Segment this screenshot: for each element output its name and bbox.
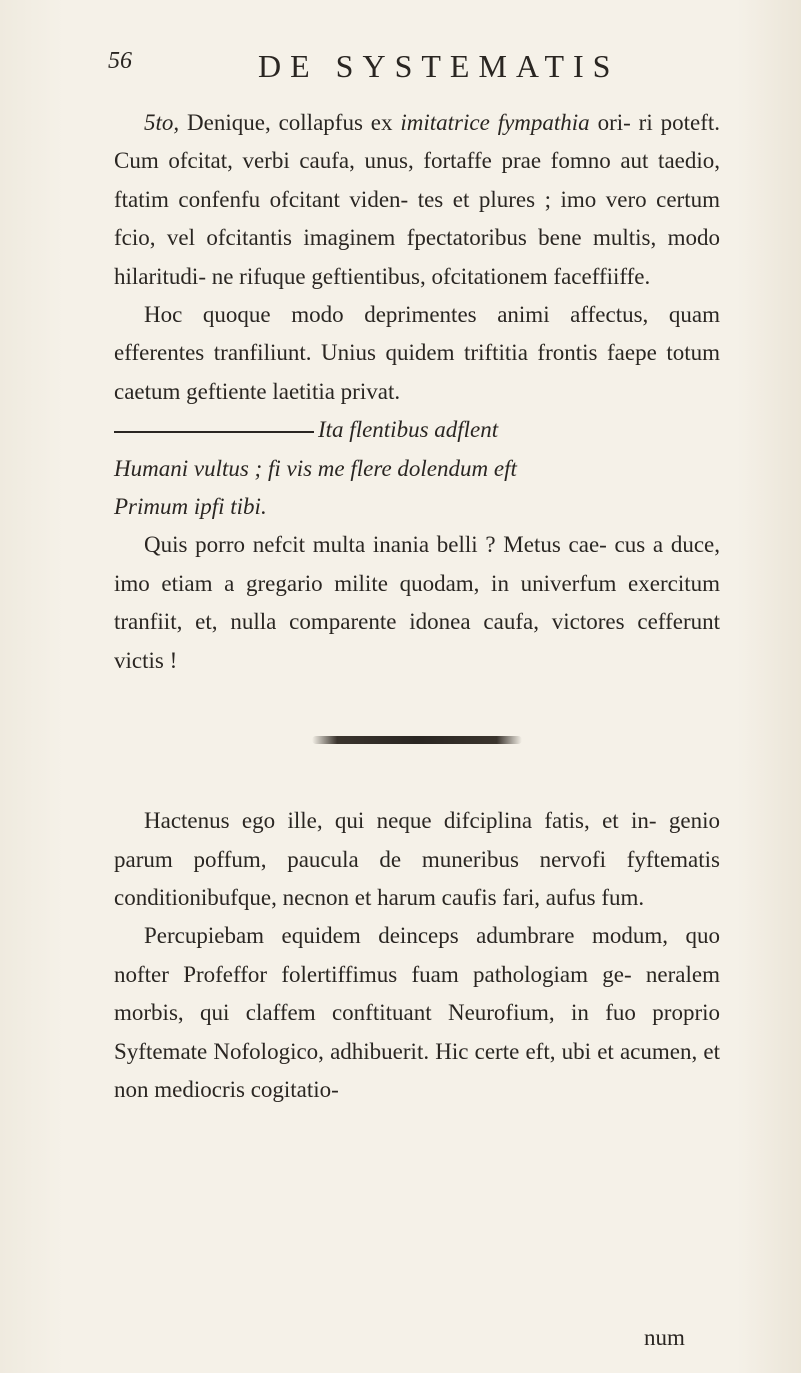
verse-line-1-text: Ita flentibus adflent (318, 417, 499, 443)
paragraph-text: ori- ri poteft. Cum ofcitat, verbi caufa, unus, fortaffe prae fomno aut taedio, ftatim confenfu ofcitant viden- tes et plures ; imo vero certum fcio, vel ofcitantis imaginem fpectatoribus bene multis, modo hilaritudi- ne rifuque geftientibus, ofcitationem faceffiiffe. (114, 110, 721, 289)
body-text (114, 104, 720, 1109)
verse-line-3: Primum ipfi tibi. (114, 494, 267, 520)
paragraph-hoc-quoque: Hoc quoque modo deprimentes animi affectus, quam efferentes tranfiliunt. Unius quidem triftitia frontis faepe totum caetum geftiente laetitia privat. (114, 302, 720, 404)
paragraph-denique (114, 104, 720, 296)
verse-line-1 (114, 411, 720, 449)
paragraph-quis-porro: Quis porro nefcit multa inania belli ? Metus cae- cus a duce, imo etiam a gregario milite quodam, in univerfum exercitum tranfiit, et, nulla comparente idonea caufa, victores cefferunt victis ! (114, 532, 720, 673)
running-title: DE SYSTEMATIS (258, 48, 620, 84)
page-number: 56 (108, 48, 132, 74)
italic-phrase: imitatrice fympathia (400, 110, 590, 135)
paragraph-hactenus: Hactenus ego ille, qui neque difciplina fatis, et in- genio parum poffum, paucula de muneribus nervofi fyftematis conditionibufque, necnon et harum caufis fari, aufus fum. (114, 808, 720, 910)
dash-rule (114, 431, 314, 433)
paragraph-percupiebam: Percupiebam equidem deinceps adumbrare modum, quo nofter Profeffor folertiffimus fuam pathologiam ge- neralem morbis, qui claffem conftituant Neurofium, in fuo proprio Syftemate Nofologico, adhibuerit. Hic certe eft, ubi et acumen, et non mediocris cogitatio- (114, 923, 720, 1102)
catchword: num (644, 1325, 685, 1350)
page-header (108, 48, 698, 88)
verse-line-2: Humani vultus ; fi vis me flere dolendum eft (114, 455, 517, 481)
verse-quotation (114, 411, 720, 526)
paragraph-lead: 5to, (144, 110, 180, 135)
paragraph-text: Denique, collapfus ex (179, 110, 401, 135)
section-divider-ornament (312, 736, 522, 744)
